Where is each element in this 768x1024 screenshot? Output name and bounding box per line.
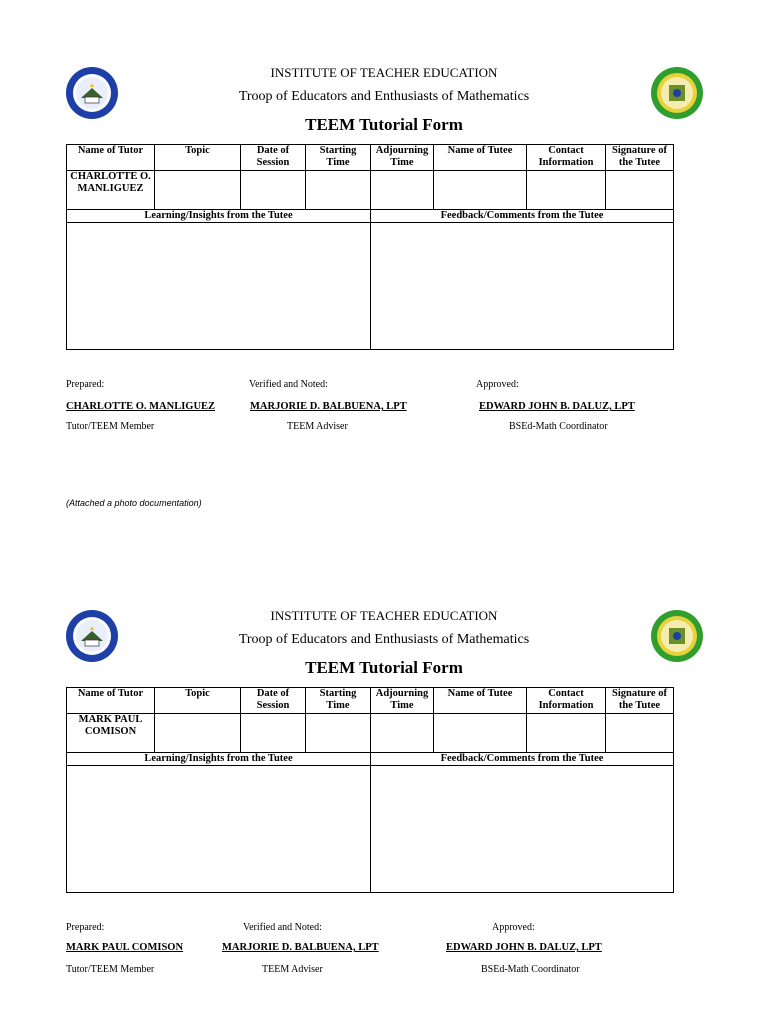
section-header-row [67,210,674,223]
institute-name: INSTITUTE OF TEACHER EDUCATION [270,65,498,80]
tutee-name-cell[interactable] [434,171,527,210]
header-name-of-tutee: Name of Tutee [434,688,527,714]
photo-documentation-note: (Attached a photo documentation) [66,498,202,508]
topic-cell[interactable] [155,714,241,753]
approved-role: BSEd-Math Coordinator [481,964,580,975]
adjourning-time-cell[interactable] [371,714,434,753]
form-title: TEEM Tutorial Form [305,658,463,677]
approved-name: EDWARD JOHN B. DALUZ, LPT [446,942,602,953]
learning-insights-area[interactable] [67,223,371,350]
header-contact-information: Contact Information [527,688,606,714]
verified-label: Verified and Noted: [249,379,328,390]
header-date-of-session: Date of Session [241,688,306,714]
tutorial-table [66,144,674,350]
approved-name: EDWARD JOHN B. DALUZ, LPT [479,401,635,412]
section-body-row [67,766,674,893]
contact-cell[interactable] [527,171,606,210]
tutee-name-cell[interactable] [434,714,527,753]
approved-role: BSEd-Math Coordinator [509,421,608,432]
header-date-of-session: Date of Session [241,145,306,171]
contact-cell[interactable] [527,714,606,753]
date-cell[interactable] [241,171,306,210]
tutor-name-cell: CHARLOTTE O. MANLIGUEZ [67,171,155,210]
section-header-row [67,753,674,766]
prepared-role: Tutor/TEEM Member [66,421,155,432]
adjourning-time-cell[interactable] [371,171,434,210]
learning-insights-header: Learning/Insights from the Tutee [67,753,371,766]
header-topic: Topic [155,688,241,714]
feedback-comments-header: Feedback/Comments from the Tutee [371,210,674,223]
signature-cell[interactable] [606,171,674,210]
verified-name: MARJORIE D. BALBUENA, LPT [222,942,379,953]
header-name-of-tutor: Name of Tutor [67,688,155,714]
prepared-role: Tutor/TEEM Member [66,964,155,975]
prepared-name: MARK PAUL COMISON [66,942,184,953]
verified-role: TEEM Adviser [262,964,323,975]
header-row [67,145,674,171]
header-signature-of-tutee: Signature of the Tutee [606,145,674,171]
signature-cell[interactable] [606,714,674,753]
learning-insights-header: Learning/Insights from the Tutee [67,210,371,223]
tutorial-table [66,687,674,893]
header-row [67,688,674,714]
header-starting-time: Starting Time [306,145,371,171]
header-topic: Topic [155,145,241,171]
header-name-of-tutor: Name of Tutor [67,145,155,171]
feedback-comments-area[interactable] [371,223,674,350]
starting-time-cell[interactable] [306,171,371,210]
institute-name: INSTITUTE OF TEACHER EDUCATION [270,608,498,623]
header-name-of-tutee: Name of Tutee [434,145,527,171]
header-contact-information: Contact Information [527,145,606,171]
tutorial-form-2 [0,543,768,975]
tutorial-form-1 [0,0,768,432]
tutor-name-cell: MARK PAUL COMISON [67,714,155,753]
header-adjourning-time: Adjourning Time [371,145,434,171]
feedback-comments-area[interactable] [371,766,674,893]
learning-insights-area[interactable] [67,766,371,893]
form-title: TEEM Tutorial Form [305,115,463,134]
prepared-name: CHARLOTTE O. MANLIGUEZ [66,401,216,412]
header-signature-of-tutee: Signature of the Tutee [606,688,674,714]
organization-name: Troop of Educators and Enthusiasts of Mathematics [238,632,530,647]
approved-label: Approved: [492,922,535,933]
date-cell[interactable] [241,714,306,753]
header-starting-time: Starting Time [306,688,371,714]
approved-label: Approved: [476,379,519,390]
starting-time-cell[interactable] [306,714,371,753]
prepared-label: Prepared: [66,379,105,390]
section-body-row [67,223,674,350]
prepared-label: Prepared: [66,922,105,933]
organization-name: Troop of Educators and Enthusiasts of Mathematics [238,89,530,104]
feedback-comments-header: Feedback/Comments from the Tutee [371,753,674,766]
table-row [67,171,674,210]
topic-cell[interactable] [155,171,241,210]
verified-label: Verified and Noted: [243,922,322,933]
table-row [67,714,674,753]
verified-name: MARJORIE D. BALBUENA, LPT [250,401,407,412]
verified-role: TEEM Adviser [287,421,348,432]
header-adjourning-time: Adjourning Time [371,688,434,714]
